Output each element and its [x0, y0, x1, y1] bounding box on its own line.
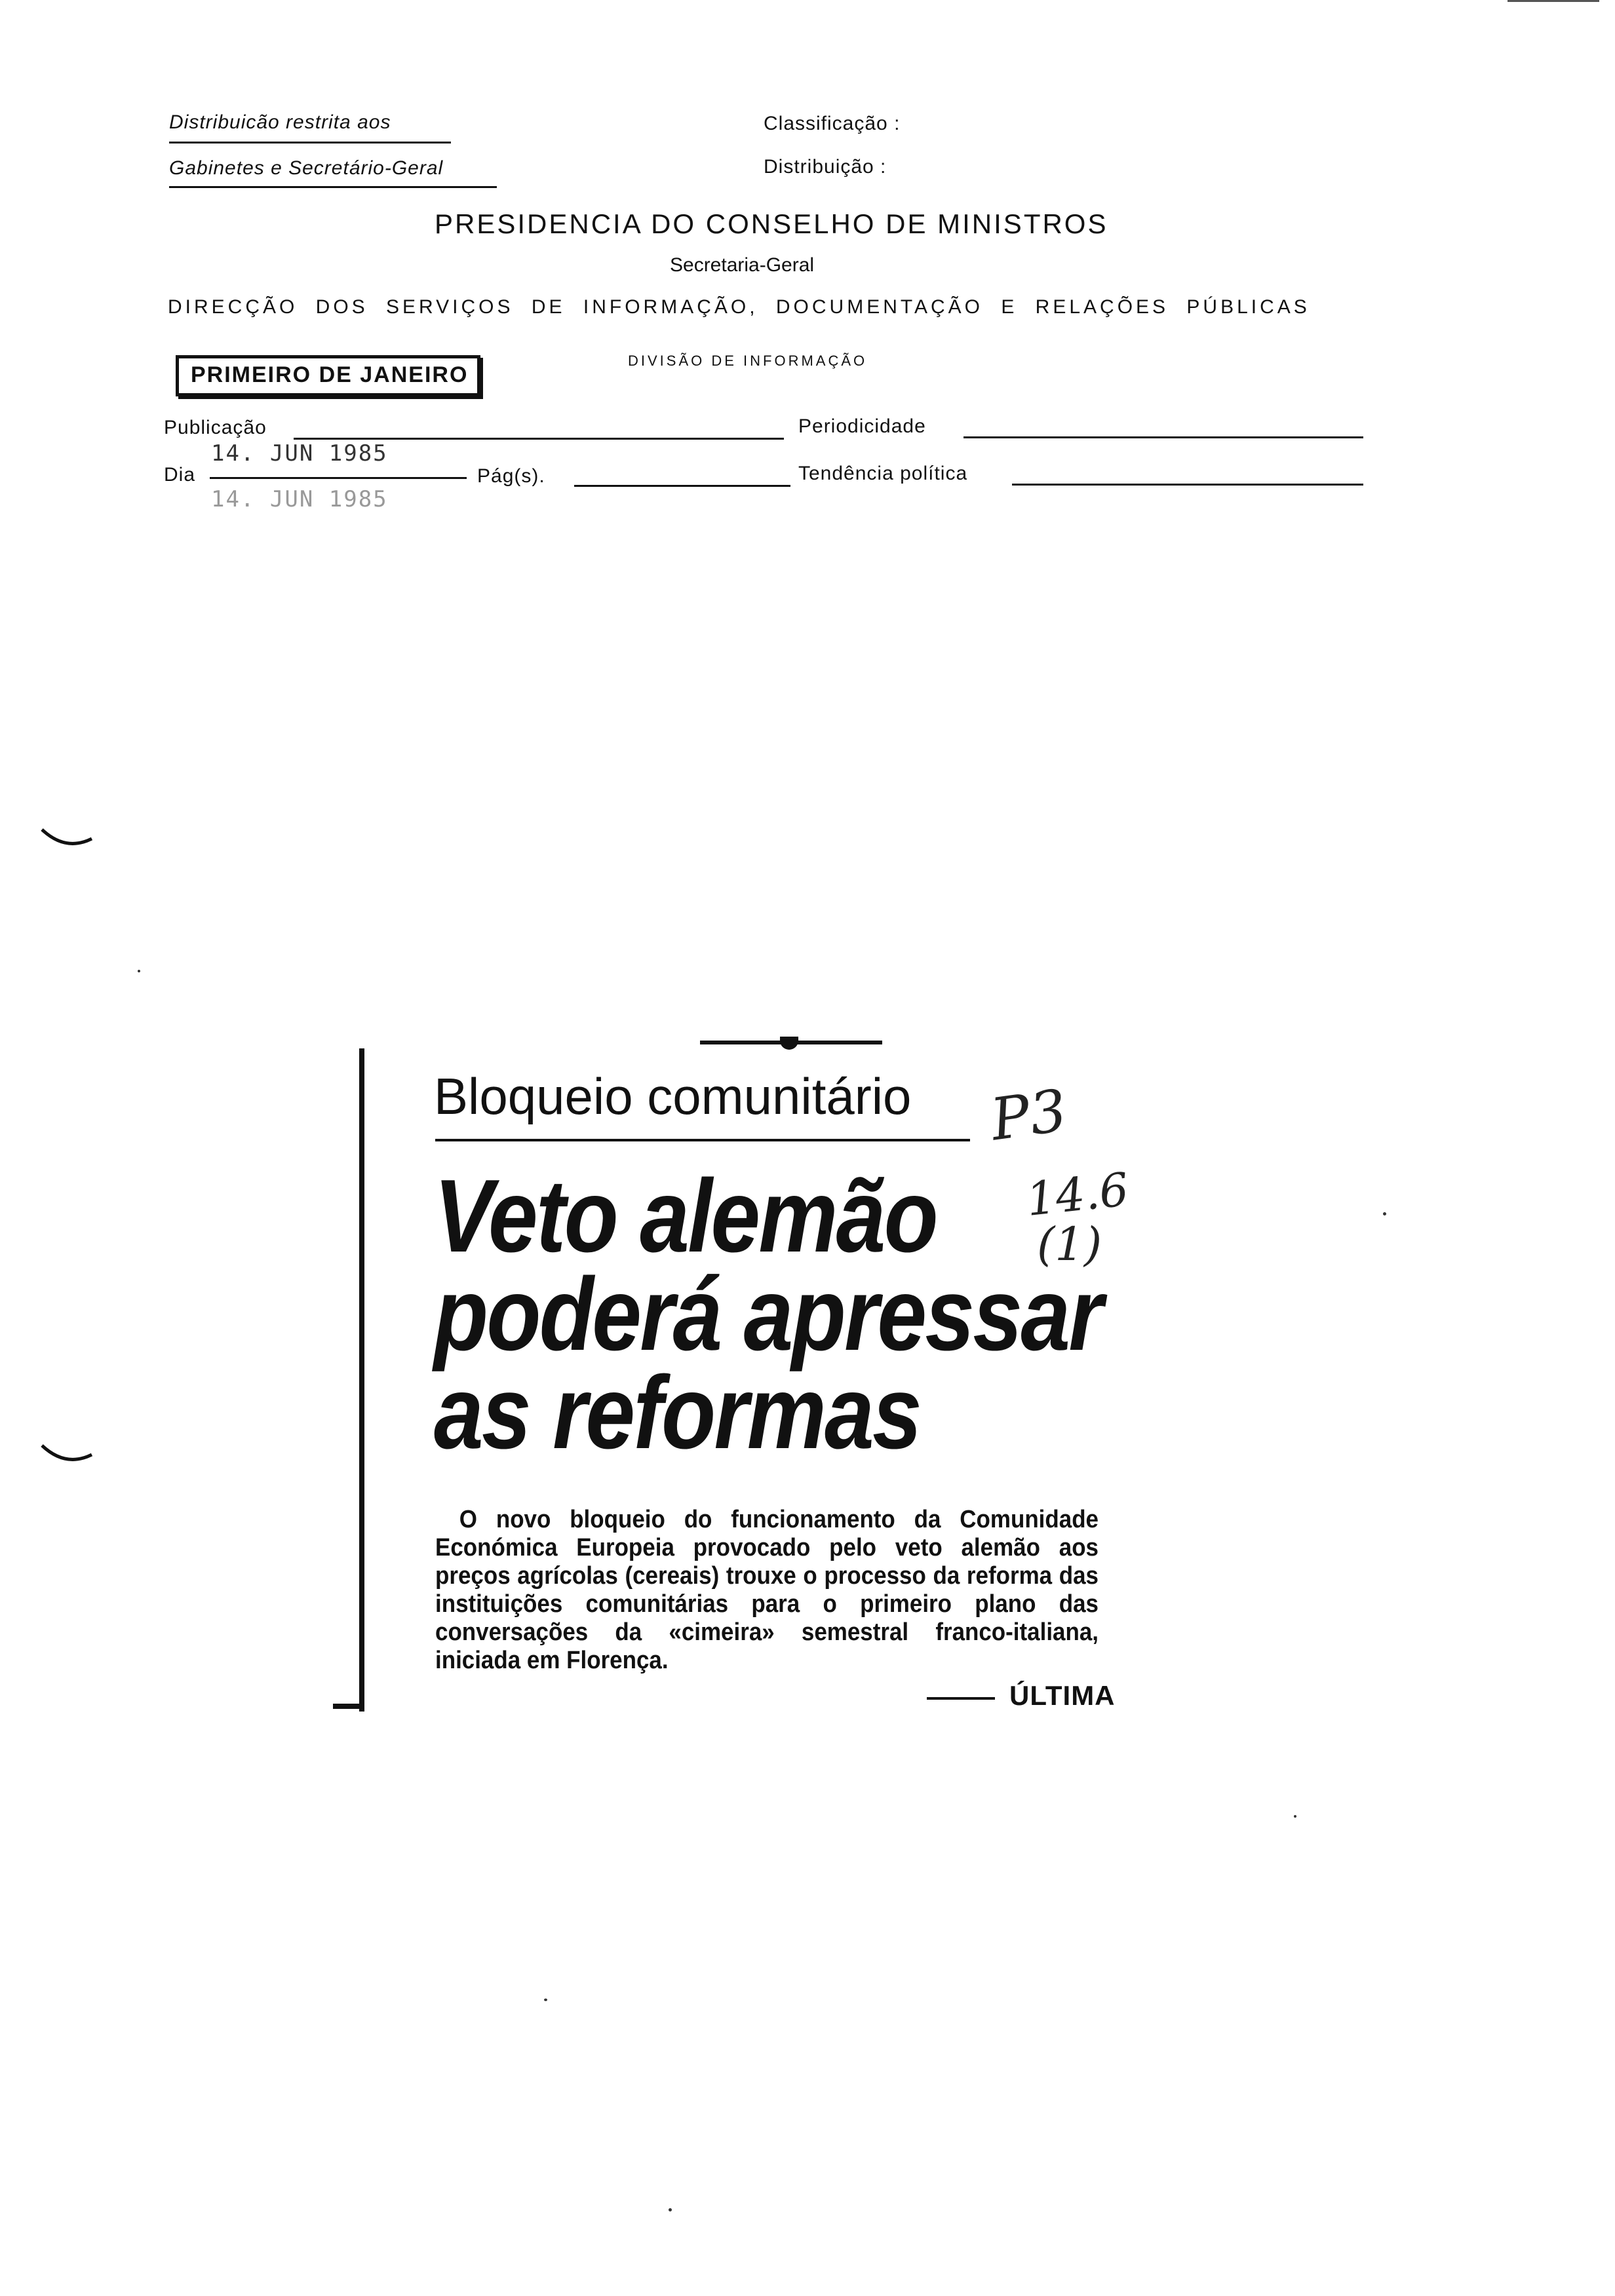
distribution-restriction-line2: Gabinetes e Secretário-Geral: [169, 157, 444, 179]
publication-field-line: [294, 438, 784, 440]
division-label: DIVISÃO DE INFORMAÇÃO: [628, 353, 868, 369]
day-date-stamp: 14. JUN 1985: [211, 440, 388, 467]
handwritten-note-number: (1): [1037, 1217, 1102, 1271]
pages-label: Pág(s).: [477, 465, 545, 487]
punch-hole-arc-top: [39, 826, 98, 852]
punch-hole-arc-bottom: [39, 1442, 98, 1468]
continued-dash: [927, 1697, 995, 1700]
distribution-underline-1: [169, 142, 451, 144]
day-field-line: [210, 477, 467, 479]
handwritten-note-date: 14.6: [1024, 1162, 1131, 1227]
clipping-left-border: [359, 1048, 364, 1712]
scan-speck: [1383, 1212, 1386, 1215]
divider-ornament: [780, 1037, 798, 1050]
periodicity-field-line: [963, 436, 1363, 438]
publication-label: Publicação: [164, 417, 267, 438]
scan-edge-mark: [1508, 0, 1599, 2]
scan-speck: [669, 2208, 672, 2211]
pages-field-line: [574, 485, 790, 487]
periodicity-label: Periodicidade: [798, 415, 926, 437]
presidency-title: PRESIDENCIA DO CONSELHO DE MINISTROS: [435, 208, 1108, 239]
publication-stamp: PRIMEIRO DE JANEIRO: [176, 355, 480, 396]
scan-speck: [138, 970, 140, 972]
classification-label: Classificação :: [764, 113, 901, 134]
distribution-restriction-line1: Distribuicão restrita aos: [169, 111, 391, 133]
directorate-title: DIRECÇÃO DOS SERVIÇOS DE INFORMAÇÃO, DOCUMENTAÇÃO E RELAÇÕES PÚBLICAS: [168, 296, 1310, 318]
day-date-stamp-ghost: 14. JUN 1985: [211, 486, 388, 512]
scan-speck: [1294, 1815, 1296, 1818]
handwritten-note-page: P3: [986, 1076, 1071, 1154]
section-heading: Bloqueio comunitário: [434, 1067, 912, 1125]
continued-on-page: ÚLTIMA: [1009, 1680, 1116, 1711]
political-tendency-field-line: [1012, 484, 1363, 486]
section-heading-underline: [435, 1139, 970, 1141]
distribution-underline-2: [169, 186, 497, 188]
headline-line-2: poderá apressar: [434, 1257, 1102, 1372]
clipping-bottom-tick: [333, 1704, 364, 1709]
article-lead: O novo bloqueio do funcionamento da Comunidade Económica Europeia provocado pelo veto alemão aos preços agrícolas (cereais) trouxe o processo da reforma das instituições comunitárias para o primeiro plano das conversações da «cimeira» semestral franco-italiana, iniciada em Florença.: [435, 1506, 1099, 1674]
general-secretariat: Secretaria-Geral: [670, 254, 815, 276]
headline-line-1: Veto alemão: [434, 1158, 937, 1274]
scan-speck: [544, 1999, 547, 2001]
political-tendency-label: Tendência política: [798, 463, 968, 484]
headline-line-3: as reformas: [434, 1355, 921, 1470]
distribution-label: Distribuição :: [764, 156, 887, 178]
day-label: Dia: [164, 464, 196, 486]
